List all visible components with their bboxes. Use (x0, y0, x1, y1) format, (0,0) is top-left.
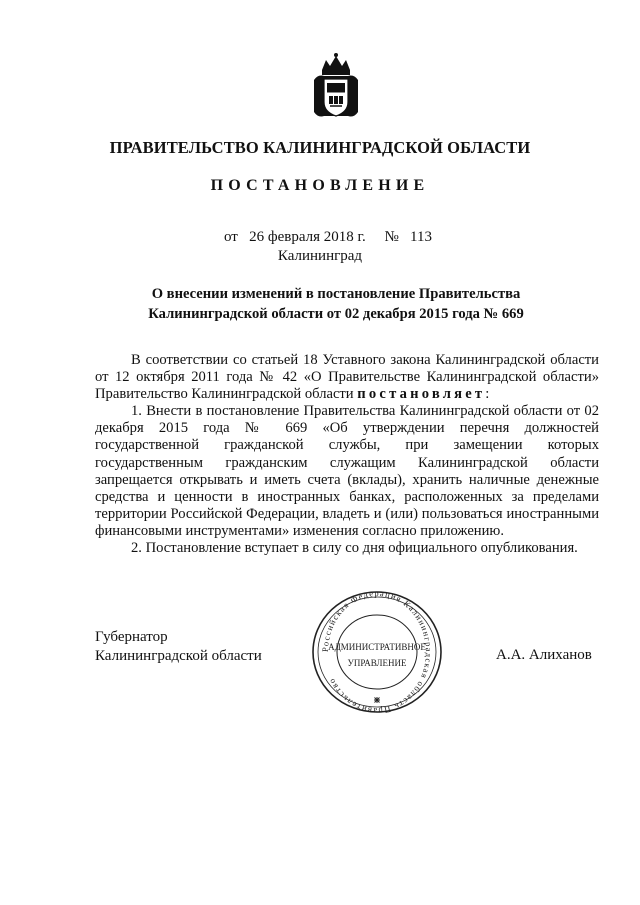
signatory-position (95, 628, 262, 666)
seal-center-text: УПРАВЛЕНИЕ (347, 658, 407, 668)
coat-of-arms-icon (312, 52, 360, 122)
seal-center-text: АДМИНИСТРАТИВНОЕ (328, 642, 426, 652)
subject-line: Калининградской области от 02 декабря 2015 года № 669 (148, 305, 524, 322)
document-type-heading: ПОСТАНОВЛЕНИЕ (210, 177, 430, 194)
date-number-line (224, 229, 432, 246)
document-date: 26 февраля 2018 г. (249, 229, 366, 245)
government-title: ПРАВИТЕЛЬСТВО КАЛИНИНГРАДСКОЙ ОБЛАСТИ (109, 138, 531, 157)
item-paragraph: 1. Внести в постановление Правительства Калининградской области от 02 декабря 2015 года № 669 «Об утверждении перечня должностей государственной гражданской службы, при замещении которых государственным гражданским служащим Калининградской области запрещается открывать и иметь счета (вклады), хранить наличные денежные средства и ценности в иностранных банках, расположенных за пределами территории Российской Федерации, владеть и (или) пользоваться иностранными финансовыми инструментами» изменения согласно приложению. (95, 403, 599, 539)
decree-colon: : (485, 386, 490, 403)
official-seal-stamp (308, 588, 446, 716)
date-prefix: от (224, 229, 238, 245)
document-subject (130, 285, 542, 324)
item-paragraph: 2. Постановление вступает в силу со дня официального опубликования. (131, 540, 578, 557)
seal-ring-text: Российская Федерация Калининградская область Правительство (319, 588, 435, 716)
decree-word: постановляет (357, 386, 486, 403)
intro-text: В соответствии со статьей 18 Уставного закона Калининградской области от 12 октября 2011 года № 42 «О Правительстве Калининградской области» Правительство Калининградской области (95, 352, 599, 403)
position-line: Губернатор (95, 629, 168, 645)
number-sign: № (384, 229, 399, 245)
document-body (95, 352, 599, 557)
document-number: 113 (410, 229, 432, 245)
intro-paragraph (95, 352, 599, 403)
signatory-name: А.А. Алиханов (496, 647, 592, 663)
city-line: Калининград (277, 248, 363, 264)
subject-line: О внесении изменений в постановление Правительства (151, 286, 521, 302)
position-line: Калининградской области (95, 648, 262, 664)
